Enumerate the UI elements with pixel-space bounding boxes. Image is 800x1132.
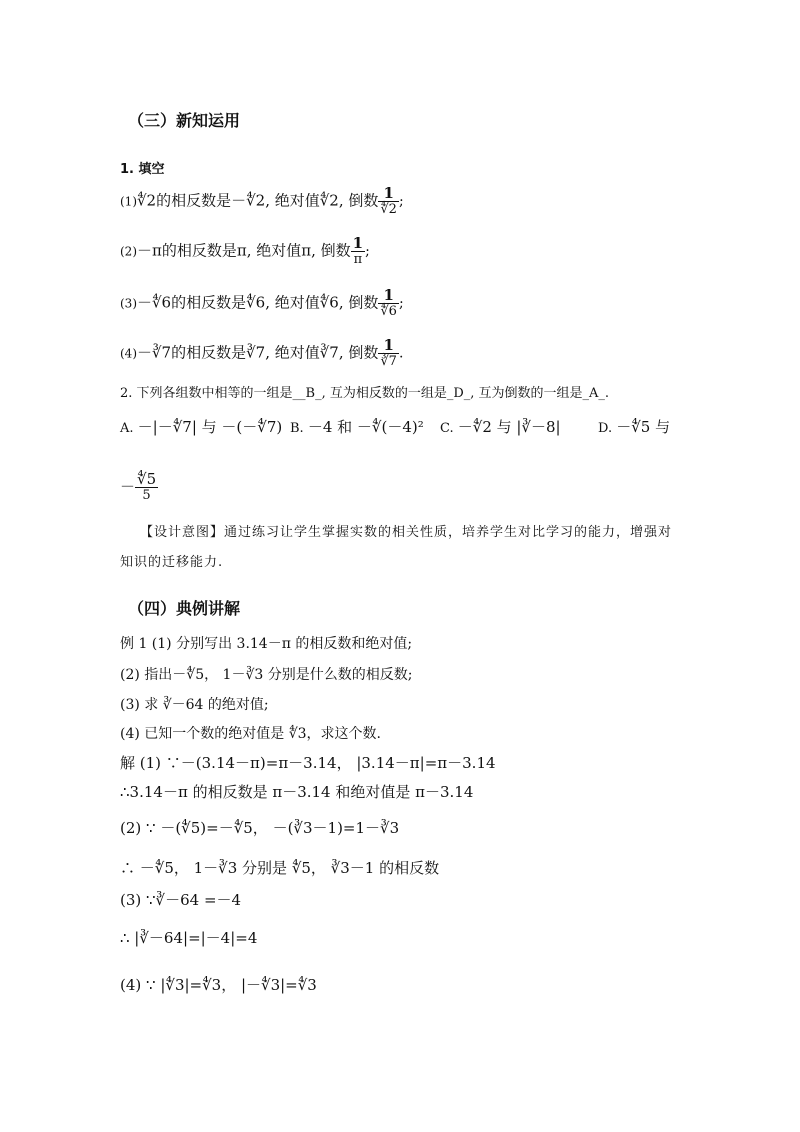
fraction — [135, 472, 158, 503]
fraction-denominator: ∜2 — [380, 202, 397, 217]
q1-item-1 — [120, 186, 404, 217]
question-1-title: 1. 填空 — [120, 162, 165, 177]
q2-option-b — [290, 416, 424, 437]
item-suffix: . — [398, 345, 404, 362]
example-line-1: 例 1 (1) 分别写出 3.14－π 的相反数和绝对值; — [120, 636, 413, 652]
option-expression: －∜5 与 — [616, 418, 671, 436]
item-text: ∜2的相反数是－∜2, 绝对值∜2, 倒数 — [137, 191, 379, 210]
section-three-heading: （三）新知运用 — [128, 111, 241, 130]
example-line-4: (4) 已知一个数的绝对值是 ∜3，求这个数. — [120, 726, 382, 742]
item-text: －π的相反数是π, 绝对值π, 倒数 — [137, 241, 351, 260]
option-expression: －∜2 与 |∛－8| — [457, 418, 561, 436]
fraction-numerator: ∜5 — [137, 470, 157, 488]
item-suffix: ; — [365, 243, 370, 260]
design-intent-paragraph: 【设计意图】通过练习让学生掌握实数的相关性质，培养学生对比学习的能力，增强对知识的迁移能力. — [120, 525, 673, 570]
q1-item-2 — [120, 236, 370, 267]
fraction-denominator: π — [353, 252, 363, 267]
option-label: A. — [120, 421, 134, 436]
option-expression: －|－∜7| 与 －(－∜7) — [137, 418, 283, 436]
item-suffix: ; — [398, 193, 404, 210]
item-number: (4) — [120, 346, 137, 361]
q2-option-d — [598, 416, 670, 437]
item-number: (3) — [120, 296, 137, 311]
fraction-numerator: 1 — [378, 288, 399, 304]
fraction — [378, 338, 399, 369]
q2-option-a — [120, 416, 282, 437]
q1-item-4 — [120, 338, 403, 369]
fraction-numerator: 1 — [352, 234, 364, 252]
option-expression: －4 和 －∜(－4)² — [307, 418, 424, 436]
q1-item-3 — [120, 288, 404, 319]
item-text: －∛7的相反数是∛7, 绝对值∛7, 倒数 — [137, 343, 379, 362]
item-number: (1) — [120, 194, 137, 209]
question-2-text: 2. 下列各组数中相等的一组是__B_, 互为相反数的一组是_D_, 互为倒数的一组是_A_. — [120, 386, 610, 401]
solution-line-2: ∴3.14－π 的相反数是 π－3.14 和绝对值是 π－3.14 — [120, 783, 474, 801]
example-line-3: (3) 求 ∛－64 的绝对值; — [120, 697, 269, 713]
item-suffix: ; — [398, 295, 404, 312]
option-label: D. — [598, 421, 613, 436]
fraction-numerator: 1 — [378, 338, 399, 354]
example-line-2: (2) 指出－∜5， 1－∛3 分别是什么数的相反数; — [120, 667, 413, 683]
fraction — [378, 186, 399, 217]
option-label: B. — [290, 421, 304, 436]
solution-line-3: (2) ∵ －(∜5)=－∜5， －(∛3－1)=1－∛3 — [120, 819, 400, 837]
fraction — [378, 288, 399, 319]
solution-line-5: (3) ∵∛－64 =－4 — [120, 891, 242, 909]
fraction-denominator: ∛7 — [380, 354, 397, 369]
solution-line-1: 解 (1) ∵－(3.14－π)=π－3.14， |3.14－π|=π－3.14 — [120, 754, 496, 772]
q2-option-c — [440, 416, 561, 437]
fraction — [351, 236, 365, 267]
fraction-numerator: 1 — [378, 186, 399, 202]
option-label: C. — [440, 421, 454, 436]
minus-sign: － — [120, 477, 136, 496]
solution-line-4: ∴ －∜5， 1－∛3 分别是 ∜5， ∛3－1 的相反数 — [120, 859, 440, 877]
section-four-heading: （四）典例讲解 — [128, 599, 241, 618]
solution-line-6: ∴ |∛－64|=|－4|=4 — [120, 929, 258, 947]
fraction-denominator: ∜6 — [380, 304, 397, 319]
solution-line-7: (4) ∵ |∜3|=∜3， |－∜3|=∜3 — [120, 976, 317, 994]
item-text: －∜6的相反数是∜6, 绝对值∜6, 倒数 — [137, 293, 379, 312]
q2-option-d-continuation — [120, 472, 158, 503]
item-number: (2) — [120, 244, 137, 259]
fraction-denominator: 5 — [142, 488, 151, 503]
